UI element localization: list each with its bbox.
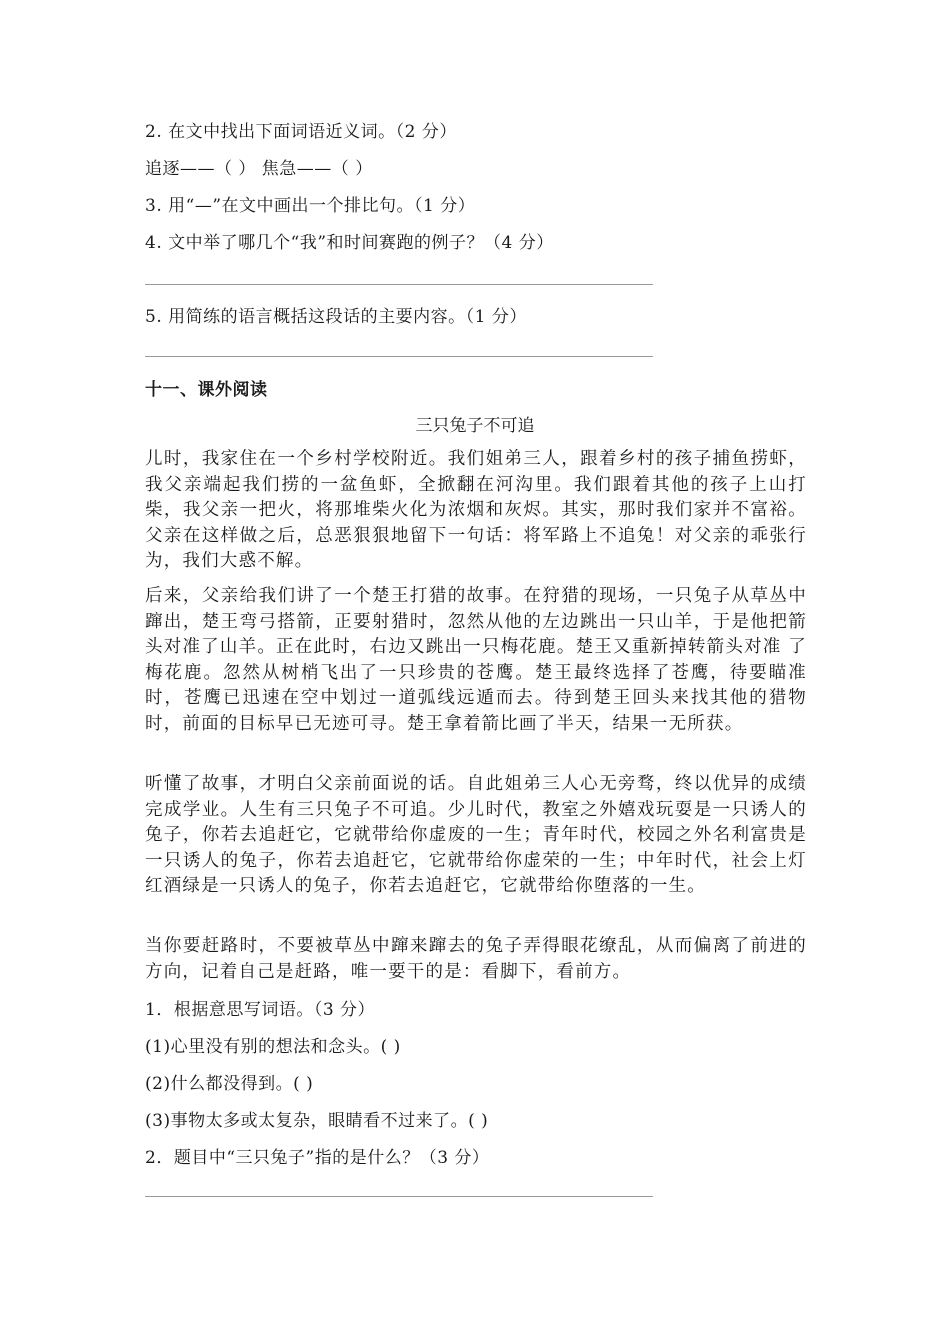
passage-title: 三只兔子不可追 bbox=[415, 416, 535, 436]
question-1-item-1: (1)心里没有别的想法和念头。( ) bbox=[145, 1037, 401, 1057]
question-1: 1．根据意思写词语。（3 分） bbox=[145, 1000, 376, 1020]
question-5: 5. 用简练的语言概括这段话的主要内容。（1 分） bbox=[145, 307, 527, 327]
question-2-blanks: 追逐——（ ） 焦急——（ ） bbox=[145, 159, 373, 179]
passage-paragraph: 听懂了故事，才明白父亲前面说的话。自此姐弟三人心无旁骛，终以优异的成绩完成学业。人生有三只兔子不可追。少儿时代，教室之外嬉戏玩耍是一只诱人的兔子，你若去追赶它，它就带给你虚废的一生；青年时代，校园之外名利富贵是一只诱人的兔子，你若去追赶它，它就带给你虚荣的一生；中年时代，社会上灯红酒绿是一只诱人的兔子，你若去追赶它，它就带给你堕落的一生。 bbox=[145, 774, 807, 896]
answer-line bbox=[145, 284, 653, 285]
passage-paragraph: 当你要赶路时，不要被草丛中蹿来蹿去的兔子弄得眼花缭乱，从而偏离了前进的方向，记着自己是赶路，唯一要干的是：看脚下，看前方。 bbox=[145, 936, 807, 982]
question-1-item-3: (3)事物太多或太复杂，眼睛看不过来了。( ) bbox=[145, 1111, 489, 1131]
answer-line bbox=[145, 1196, 653, 1197]
passage-paragraph: 儿时，我家住在一个乡村学校附近。我们姐弟三人，跟着乡村的孩子捕鱼捞虾，我父亲端起我们捞的一盆鱼虾，全掀翻在河沟里。我们跟着其他的孩子上山打柴，我父亲一把火，将那堆柴火化为浓烟和灰烬。其实，那时我们家并不富裕。父亲在这样做之后，总恶狠狠地留下一句话：将军路上不追兔！对父亲的乖张行为，我们大惑不解。 bbox=[145, 449, 807, 571]
question-2-bottom: 2．题目中“三只兔子”指的是什么？（3 分） bbox=[145, 1148, 490, 1168]
question-1-item-2: (2)什么都没得到。( ) bbox=[145, 1074, 314, 1094]
question-3: 3. 用“—”在文中画出一个排比句。（1 分） bbox=[145, 196, 476, 216]
answer-line bbox=[145, 356, 653, 357]
section-heading: 十一、课外阅读 bbox=[145, 380, 268, 400]
question-2: 2. 在文中找出下面词语近义词。（2 分） bbox=[145, 122, 457, 142]
passage-paragraph: 后来，父亲给我们讲了一个楚王打猎的故事。在狩猎的现场，一只兔子从草丛中蹿出，楚王弯弓搭箭，正要射猎时，忽然从他的左边跳出一只山羊，于是他把箭头对准了山羊。正在此时，右边又跳出一只梅花鹿。楚王又重新掉转箭头对准 了梅花鹿。忽然从树梢飞出了一只珍贵的苍鹰。楚王最终选择了苍鹰，待要瞄准时，苍鹰已迅速在空中划过一道弧线远遁而去。待到楚王回头来找其他的猎物时，前面的目标早已无迹可寻。楚王拿着箭比画了半天，结果一无所获。 bbox=[145, 586, 807, 734]
question-4: 4. 文中举了哪几个“我”和时间赛跑的例子？（4 分） bbox=[145, 233, 554, 253]
